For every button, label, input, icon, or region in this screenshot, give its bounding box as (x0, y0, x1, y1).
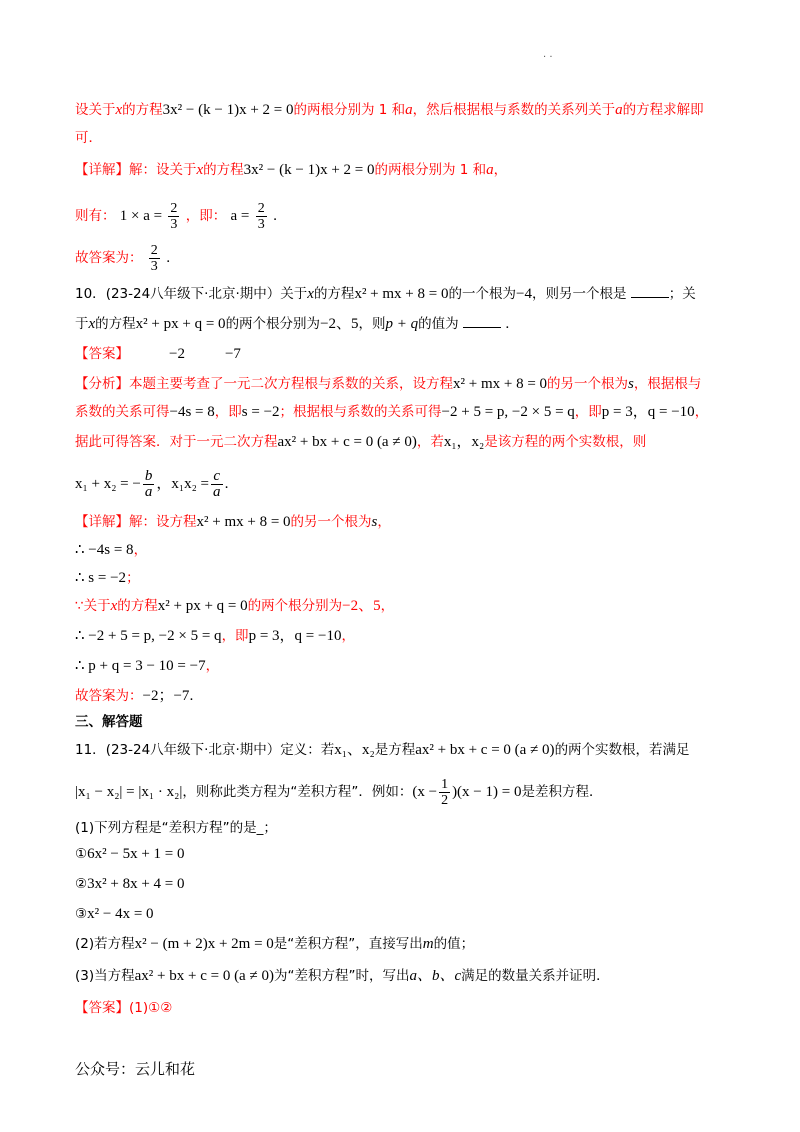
q11-line-1: 11．(23-24八年级下·北京·期中）定义：若x₁、x₂是方程ax² + bx + c = 0 (a ≠ 0)的两个实数根，若满足 (75, 742, 690, 758)
q10-detail-2: ∴ −4s = 8， (75, 542, 148, 558)
q10-analysis-3: 据此可得答案．对于一元二次方程ax² + bx + c = 0 (a ≠ 0)，若x₁，x₂是该方程的两个实数根，则 (75, 434, 647, 450)
q10-detail-1: 【详解】解：设方程x² + mx + 8 = 0的另一个根为s， (75, 514, 391, 530)
detail-line-1: 【详解】解：设关于x的方程3x² − (k − 1)x + 2 = 0的两根分别为 1 和a， (75, 162, 508, 178)
q10-analysis-4: x₁ + x₂ = − $\frac{b}{a}$ ，x₁x₂ = $\frac{c}{a}$ ． (75, 467, 239, 500)
analysis-line-1: 设关于x的方程3x² − (k − 1)x + 2 = 0的两根分别为 1 和a，然后根据根与系数的关系列关于a的方程求解即 (75, 102, 704, 118)
detail-tag: 【详解】 (75, 162, 129, 178)
fraction: $\frac{2}{3}$ (170, 200, 178, 232)
q10-detail-5: ∴ −2 + 5 = p, −2 × 5 = q，即p = 3，q = −10， (75, 628, 355, 644)
q10-line-1: 10．(23-24八年级下·北京·期中）关于x的方程x² + mx + 8 = 0的一个根为−4，则另一个根是 ；关 (75, 286, 696, 302)
q10-line-2: 于x的方程x² + px + q = 0的两个根分别为−2、5，则p + q的值为 ． (75, 316, 519, 332)
q11-part2: (2)若方程x² − (m + 2)x + 2m = 0是“差积方程”，直接写出m的值； (75, 936, 475, 952)
section-title: 三、解答题 (75, 714, 143, 730)
footer-text: 公众号：云儿和花 (75, 1060, 196, 1078)
q10-analysis-2: 系数的关系可得−4s = 8，即s = −2；根据根与系数的关系可得−2 + 5 = p, −2 × 5 = q，即p = 3，q = −10， (75, 404, 709, 420)
q10-detail-4: ∵关于x的方程x² + px + q = 0的两个根分别为−2、5， (75, 598, 395, 614)
q10-answer: 【答案】 −2 −7 (75, 346, 241, 362)
fraction: $\frac{2}{3}$ (150, 242, 158, 274)
fraction: $\frac{b}{a}$ (144, 467, 153, 500)
q11-option-2: ②3x² + 8x + 4 = 0 (75, 876, 185, 892)
q11-answer: 【答案】(1)①② (75, 1000, 173, 1016)
q11-option-3: ③x² − 4x = 0 (75, 906, 154, 922)
q10-detail-answer: 故答案为：−2；−7． (75, 688, 203, 704)
q10-detail-6: ∴ p + q = 3 − 10 = −7， (75, 658, 220, 674)
header-marks: . . (543, 49, 553, 60)
q10-analysis-1: 【分析】本题主要考查了一元二次方程根与系数的关系，设方程x² + mx + 8 = 0的另一个根为s，根据根与 (75, 376, 702, 392)
q10-detail-3: ∴ s = −2； (75, 570, 140, 586)
q11-part3: (3)当方程ax² + bx + c = 0 (a ≠ 0)为“差积方程”时，写出a、b、c满足的数量关系并证明． (75, 968, 610, 984)
q11-line-2: |x₁ − x₂| = |x₁ · x₂|，则称此类方程为“差积方程”．例如：(x − $\frac{1}{2}$ )(x − 1) = 0是差积方程． (75, 776, 603, 808)
q11-part1: (1)下列方程是“差积方程”的是_； (75, 820, 277, 836)
answer-blank (631, 285, 669, 298)
q11-option-1: ①6x² − 5x + 1 = 0 (75, 846, 185, 862)
answer-line-prev: 故答案为： $\frac{2}{3}$ ． (75, 242, 180, 274)
detail-line-2: 则有： 1 × a = $\frac{2}{3}$ ，即： a = $\frac{2}{3}$ ． (75, 200, 287, 232)
fraction: $\frac{1}{2}$ (441, 776, 449, 808)
fraction: $\frac{2}{3}$ (257, 200, 265, 232)
answer-blank (463, 315, 501, 328)
fraction: $\frac{c}{a}$ (213, 467, 221, 500)
analysis-line-2: 可． (75, 130, 102, 146)
